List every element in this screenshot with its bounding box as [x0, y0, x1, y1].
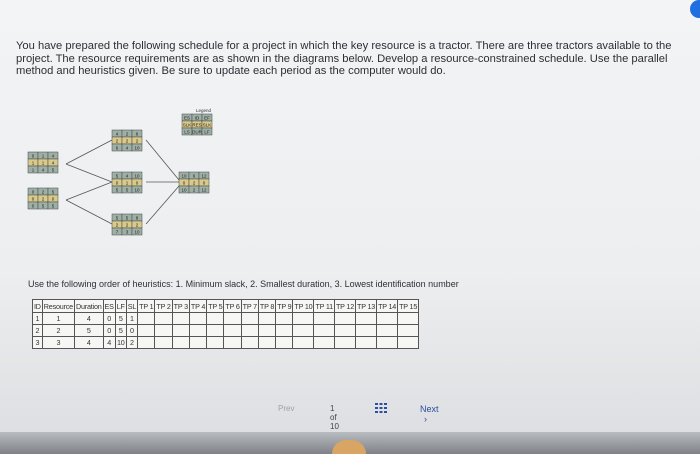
node-value: 10	[134, 173, 140, 179]
node-value: 4	[51, 160, 55, 166]
node-value: 7	[115, 229, 119, 235]
time-period-cell[interactable]	[356, 325, 377, 337]
node-value: 1	[41, 160, 45, 166]
table-header-cell: TP 7	[242, 301, 257, 311]
time-period-cell[interactable]	[314, 325, 335, 337]
time-period-cell[interactable]	[172, 337, 189, 349]
table-header-cell: TP 6	[225, 301, 240, 311]
time-period-cell[interactable]	[207, 313, 224, 325]
node-value: 2	[125, 138, 129, 144]
node-value: 0	[202, 180, 206, 186]
node-value: 5	[51, 189, 55, 195]
node-task-3	[112, 172, 142, 193]
time-period-cell[interactable]	[398, 337, 419, 349]
table-header-cell: TP 10	[294, 301, 313, 311]
table-row	[33, 325, 419, 337]
time-period-cell[interactable]	[224, 325, 241, 337]
node-value: RES	[192, 122, 202, 128]
node-value: 1	[31, 167, 35, 173]
node-value: 12	[201, 173, 207, 179]
time-period-cell[interactable]	[258, 313, 275, 325]
table-cell: 4	[103, 337, 115, 349]
node-value: 5	[51, 203, 55, 209]
node-value: 6	[192, 173, 196, 179]
next-label: Next	[420, 404, 439, 414]
table-cell: 10	[116, 338, 125, 347]
time-period-cell[interactable]	[189, 337, 206, 349]
node-value: 8	[135, 215, 139, 221]
table-cell: 2	[126, 337, 137, 349]
table-header-cell: TP 9	[277, 301, 292, 311]
table-header-cell: TP 5	[208, 301, 223, 311]
time-period-cell[interactable]	[155, 337, 172, 349]
time-period-cell[interactable]	[334, 337, 355, 349]
node-value: 5	[125, 187, 129, 193]
node-end	[179, 172, 209, 193]
time-period-cell[interactable]	[241, 313, 258, 325]
table-cell: 4	[74, 337, 103, 349]
time-period-cell[interactable]	[258, 337, 275, 349]
node-value: 10	[181, 187, 187, 193]
time-period-cell[interactable]	[356, 313, 377, 325]
time-period-cell[interactable]	[334, 313, 355, 325]
node-value: 10	[134, 229, 140, 235]
node-value: 0	[182, 180, 186, 186]
node-value: 10	[181, 173, 187, 179]
time-period-cell[interactable]	[293, 313, 314, 325]
node-value: ID	[194, 115, 200, 121]
time-period-cell[interactable]	[398, 325, 419, 337]
time-period-cell[interactable]	[377, 325, 398, 337]
table-header-cell: LF	[116, 301, 125, 311]
time-period-cell[interactable]	[172, 325, 189, 337]
node-value: 4	[125, 145, 129, 151]
time-period-cell[interactable]	[258, 325, 275, 337]
node-value: 1	[125, 180, 129, 186]
node-value: 5	[41, 203, 45, 209]
node-value: 1	[41, 153, 45, 159]
node-value: 3	[125, 229, 129, 235]
table-header-cell: Resource	[43, 301, 73, 311]
node-value: 2	[125, 131, 129, 137]
node-value: 6	[115, 145, 119, 151]
node-left	[28, 188, 58, 209]
node-task-2	[112, 130, 142, 151]
table-header-cell: TP 11	[315, 301, 333, 311]
node-value: 5	[115, 215, 119, 221]
table-cell: 1	[126, 313, 137, 325]
node-value: 2	[192, 180, 196, 186]
node-value: 0	[31, 203, 35, 209]
table-header-cell: Duration	[75, 301, 102, 311]
time-period-cell[interactable]	[172, 313, 189, 325]
node-value: 5	[125, 215, 129, 221]
table-cell: 4	[74, 313, 103, 325]
node-value: 5	[115, 173, 119, 179]
table-cell: 5	[115, 325, 126, 337]
time-period-cell[interactable]	[224, 313, 241, 325]
question-text: You have prepared the following schedule for a project in which the key resource is a tractor. There are three tractors available to the project. The resource requirements are as shown in the diagrams below. Develop a resource-constrained schedule. Use the parallel method and heuristics given. Be sure to update each period as the computer would do.	[16, 40, 672, 77]
node-value: 0	[31, 196, 35, 202]
table-header-cell: TP 1	[139, 301, 154, 311]
table-body	[33, 313, 419, 349]
node-value: 8	[135, 131, 139, 137]
schedule-table	[32, 299, 419, 349]
node-legend	[182, 114, 212, 135]
time-period-cell[interactable]	[138, 325, 155, 337]
table-header-cell: ES	[104, 301, 114, 311]
time-period-cell[interactable]	[241, 337, 258, 349]
node-value: 0	[31, 189, 35, 195]
time-period-cell[interactable]	[293, 337, 314, 349]
table-header-cell: ID	[34, 301, 41, 311]
node-value: 1	[31, 160, 35, 166]
node-value: 10	[134, 145, 140, 151]
node-value: 0	[135, 180, 139, 186]
table-cell: 3	[42, 337, 74, 349]
laptop-bezel	[0, 432, 700, 454]
time-period-cell[interactable]	[189, 313, 206, 325]
time-period-cell[interactable]	[334, 325, 355, 337]
table-cell: 0	[103, 325, 115, 337]
node-value: SLK	[202, 122, 212, 128]
node-value: 0	[115, 180, 119, 186]
time-period-cell[interactable]	[293, 325, 314, 337]
time-period-cell[interactable]	[138, 337, 155, 349]
time-period-cell[interactable]	[155, 313, 172, 325]
time-period-cell[interactable]	[241, 325, 258, 337]
time-period-cell[interactable]	[207, 325, 224, 337]
page-status: 1 of 10	[330, 404, 339, 431]
node-value: 0	[31, 153, 35, 159]
node-value: 2	[135, 222, 139, 228]
table-cell: 2	[42, 325, 74, 337]
table-cell: 0	[126, 325, 137, 337]
table-row	[33, 313, 419, 325]
grid-icon[interactable]	[375, 403, 387, 415]
node-value: DUR	[192, 129, 202, 135]
table-cell: 3	[33, 337, 43, 349]
time-period-cell[interactable]	[377, 313, 398, 325]
table-header-cell: TP 4	[190, 301, 206, 311]
node-value: ES	[183, 115, 191, 121]
node-value: SLK	[182, 122, 192, 128]
time-period-cell[interactable]	[276, 313, 293, 325]
time-period-cell[interactable]	[207, 337, 224, 349]
table-header-cell: SL	[127, 301, 137, 311]
node-value: 2	[125, 222, 129, 228]
node-value: 2	[192, 187, 196, 193]
time-period-cell[interactable]	[224, 337, 241, 349]
table-header-cell: TP 15	[399, 301, 418, 311]
node-value: 0	[51, 196, 55, 202]
table-row	[33, 337, 419, 349]
node-value: 2	[115, 138, 119, 144]
table-cell: 5	[115, 313, 126, 325]
status-dot	[690, 0, 700, 18]
node-value: 2	[135, 138, 139, 144]
node-value: 4	[41, 167, 45, 173]
legend-title: Legend	[196, 108, 212, 113]
time-period-cell[interactable]	[189, 325, 206, 337]
time-period-cell[interactable]	[356, 337, 377, 349]
node-value: 5	[51, 167, 55, 173]
table-header-cell: TP 14	[378, 301, 397, 311]
node-value: EF	[204, 115, 210, 121]
time-period-cell[interactable]	[276, 325, 293, 337]
node-value: 12	[201, 187, 207, 193]
time-period-cell[interactable]	[314, 337, 335, 349]
prev-button[interactable]: Prev	[278, 404, 295, 413]
table-header-cell: TP 13	[357, 301, 376, 311]
table-cell: 0	[103, 313, 115, 325]
table-cell: 1	[42, 313, 74, 325]
time-period-cell[interactable]	[314, 313, 335, 325]
table-header-cell: TP 12	[335, 301, 355, 311]
table-header-cell: TP 3	[173, 301, 188, 311]
node-value: LF	[204, 129, 210, 135]
node-value: 10	[134, 187, 140, 193]
table-cell: 2	[33, 325, 43, 337]
diagram-nodes	[28, 114, 212, 235]
node-value: LS	[184, 129, 190, 135]
time-period-cell[interactable]	[155, 325, 172, 337]
time-period-cell[interactable]	[138, 313, 155, 325]
node-value: 2	[41, 196, 45, 202]
table-cell: 1	[33, 313, 43, 325]
table-header-row	[33, 300, 419, 313]
table-header-cell: TP 2	[156, 301, 171, 311]
node-value: 4	[51, 153, 55, 159]
time-period-cell[interactable]	[398, 313, 419, 325]
node-value: 5	[115, 187, 119, 193]
time-period-cell[interactable]	[377, 337, 398, 349]
node-start	[28, 152, 58, 173]
chevron-right-icon: ›	[424, 414, 427, 424]
logo-icon	[332, 440, 366, 454]
heuristics-text: Use the following order of heuristics: 1. Minimum slack, 2. Smallest duration, 3. Lowest identification number	[28, 279, 459, 289]
node-task-4	[112, 214, 142, 235]
node-value: 4	[125, 173, 129, 179]
node-value: 4	[115, 131, 119, 137]
next-button[interactable]	[420, 404, 439, 424]
table-header-cell: TP 8	[259, 301, 275, 311]
node-value: 2	[41, 189, 45, 195]
network-diagram	[24, 104, 244, 244]
node-value: 2	[115, 222, 119, 228]
time-period-cell[interactable]	[276, 337, 293, 349]
table-cell: 5	[74, 325, 103, 337]
